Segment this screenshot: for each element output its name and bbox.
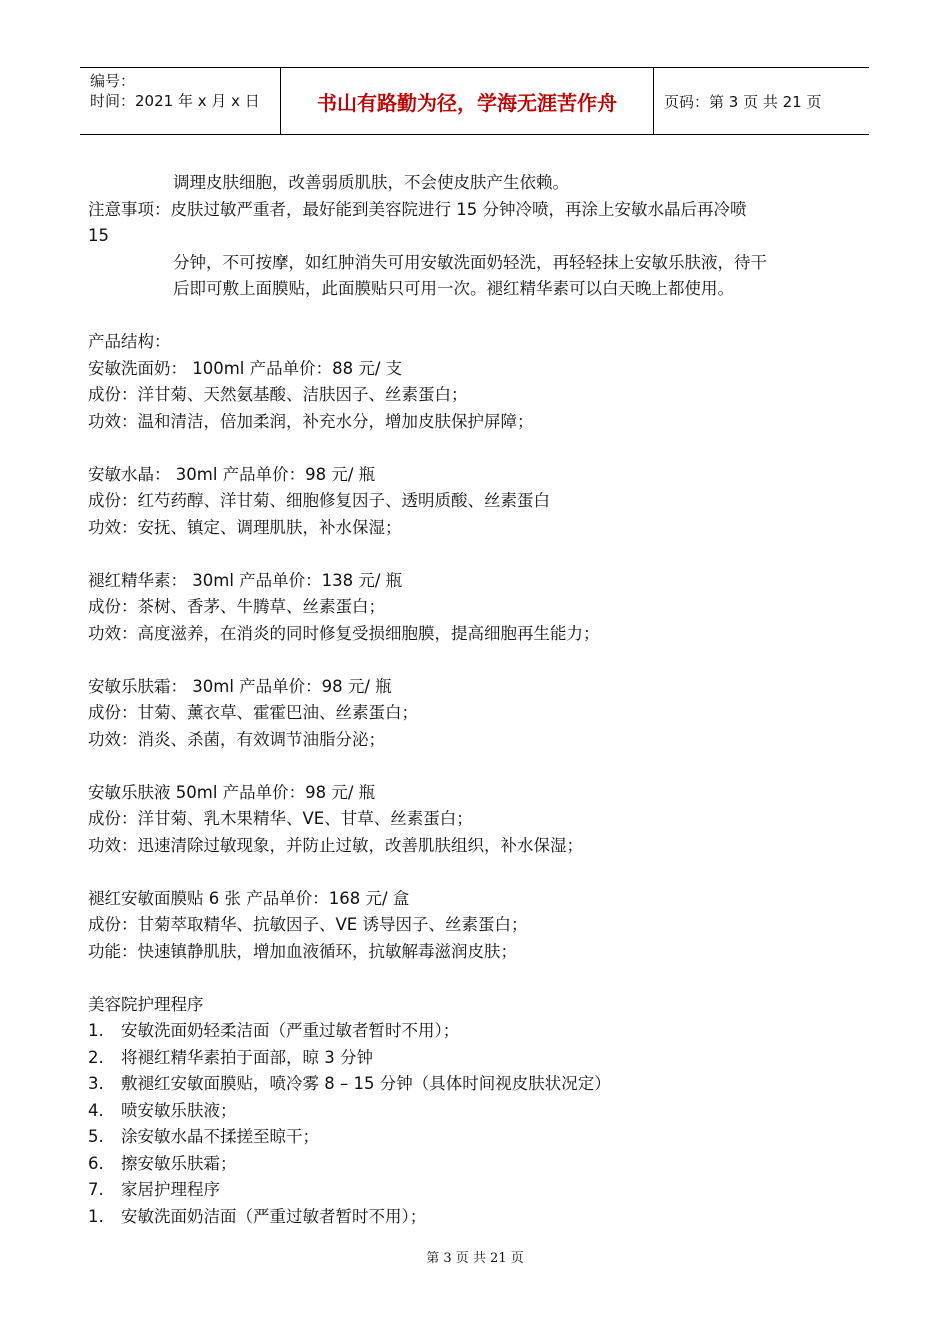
list-item — [88, 1018, 868, 1045]
product-title: 褪红精华素： 30ml 产品单价：138 元/ 瓶 — [88, 570, 403, 590]
product-effect: 功能：快速镇静肌肤，增加血液循环，抗敏解毒滋润皮肤； — [88, 941, 517, 961]
step-number: 7. — [88, 1180, 104, 1199]
product-ingredients: 成份：洋甘菊、天然氨基酸、洁肤因子、丝素蛋白； — [88, 385, 468, 404]
product-block — [88, 886, 868, 966]
page-header — [80, 67, 869, 135]
product-ingredients: 成份：红芍药醇、洋甘菊、细胞修复因子、透明质酸、丝素蛋白 — [88, 491, 550, 510]
product-effect: 功效：迅速清除过敏现象，并防止过敏，改善肌肤组织，补水保湿； — [88, 835, 583, 855]
product-title: 褪红安敏面膜贴 6 张 产品单价：168 元/ 盒 — [88, 888, 410, 908]
product-title: 安敏乐肤液 50ml 产品单价：98 元/ 瓶 — [88, 782, 376, 802]
product-block — [88, 674, 868, 754]
intro-text: 调理皮肤细胞，改善弱质肌肤，不会使皮肤产生依赖。 — [173, 173, 569, 192]
notice-line: 注意事项：皮肤过敏严重者，最好能到美容院进行 15 分钟冷喷，再涂上安敏水晶后再冷喷 — [88, 199, 747, 219]
notice-line: 分钟，不可按摩，如红肿消失可用安敏洗面奶轻洗，再轻轻抹上安敏乐肤液，待干 — [173, 252, 767, 272]
salon-steps-list — [88, 1018, 868, 1230]
product-title: 安敏水晶： 30ml 产品单价：98 元/ 瓶 — [88, 464, 376, 484]
product-block — [88, 462, 868, 542]
product-ingredients: 成份：甘菊萃取精华、抗敏因子、VE 诱导因子、丝素蛋白； — [88, 915, 528, 934]
list-item — [88, 1204, 868, 1231]
document-body — [88, 170, 868, 1230]
product-title: 安敏洗面奶： 100ml 产品单价：88 元/ 支 — [88, 358, 403, 378]
header-motto: 书山有路勤为径，学海无涯苦作舟 — [317, 90, 617, 115]
product-effect: 功效：安抚、镇定、调理肌肤，补水保湿； — [88, 517, 402, 537]
step-number: 3. — [88, 1074, 104, 1093]
header-meta — [80, 68, 280, 134]
step-text: 擦安敏乐肤霜； — [121, 1153, 237, 1173]
list-item — [88, 1071, 868, 1098]
list-item — [88, 1177, 868, 1204]
header-motto-cell — [280, 68, 654, 134]
step-text: 敷褪红安敏面膜贴，喷冷雾 8 – 15 分钟（具体时间视皮肤状况定） — [121, 1074, 611, 1093]
step-number: 1. — [88, 1206, 104, 1226]
salon-procedure-title: 美容院护理程序 — [88, 994, 204, 1014]
product-effect: 功效：消炎、杀菌，有效调节油脂分泌； — [88, 729, 385, 749]
step-number: 6. — [88, 1153, 104, 1173]
list-item — [88, 1098, 868, 1125]
list-item — [88, 1045, 868, 1072]
product-ingredients: 成份：洋甘菊、乳木果精华、VE、甘草、丝素蛋白； — [88, 809, 473, 828]
notice-line: 15 — [88, 226, 109, 245]
page-footer: 第 3 页 共 21 页 — [426, 1251, 524, 1266]
notice-line: 后即可敷上面膜贴，此面膜贴只可用一次。褪红精华素可以白天晚上都使用。 — [173, 279, 734, 298]
doc-number-label: 编号： — [90, 72, 136, 90]
product-effect: 功效：高度滋养，在消炎的同时修复受损细胞膜，提高细胞再生能力； — [88, 623, 600, 643]
product-ingredients: 成份：茶树、香茅、牛腾草、丝素蛋白； — [88, 597, 385, 616]
header-page-info: 页码：第 3 页 共 21 页 — [664, 92, 822, 111]
step-text: 家居护理程序 — [121, 1180, 220, 1199]
step-text: 安敏洗面奶洁面（严重过敏者暂时不用）； — [121, 1206, 427, 1226]
product-block — [88, 780, 868, 860]
product-block — [88, 356, 868, 436]
product-effect: 功效：温和清洁，倍加柔润，补充水分，增加皮肤保护屏障； — [88, 411, 534, 431]
step-number: 4. — [88, 1100, 104, 1120]
step-number: 5. — [88, 1127, 104, 1146]
step-number: 2. — [88, 1047, 104, 1067]
doc-date: 时间：2021 年 x 月 x 日 — [90, 92, 260, 110]
step-number: 1. — [88, 1021, 104, 1040]
product-ingredients: 成份：甘菊、薰衣草、霍霍巴油、丝素蛋白； — [88, 703, 418, 722]
product-block — [88, 568, 868, 648]
structure-title: 产品结构： — [88, 332, 171, 351]
step-text: 将褪红精华素拍于面部，晾 3 分钟 — [121, 1047, 373, 1067]
step-text: 涂安敏水晶不揉搓至晾干； — [121, 1127, 319, 1146]
list-item — [88, 1124, 868, 1151]
step-text: 安敏洗面奶轻柔洁面（严重过敏者暂时不用）； — [121, 1021, 460, 1040]
step-text: 喷安敏乐肤液； — [121, 1100, 237, 1120]
list-item — [88, 1151, 868, 1178]
product-title: 安敏乐肤霜： 30ml 产品单价：98 元/ 瓶 — [88, 676, 392, 696]
